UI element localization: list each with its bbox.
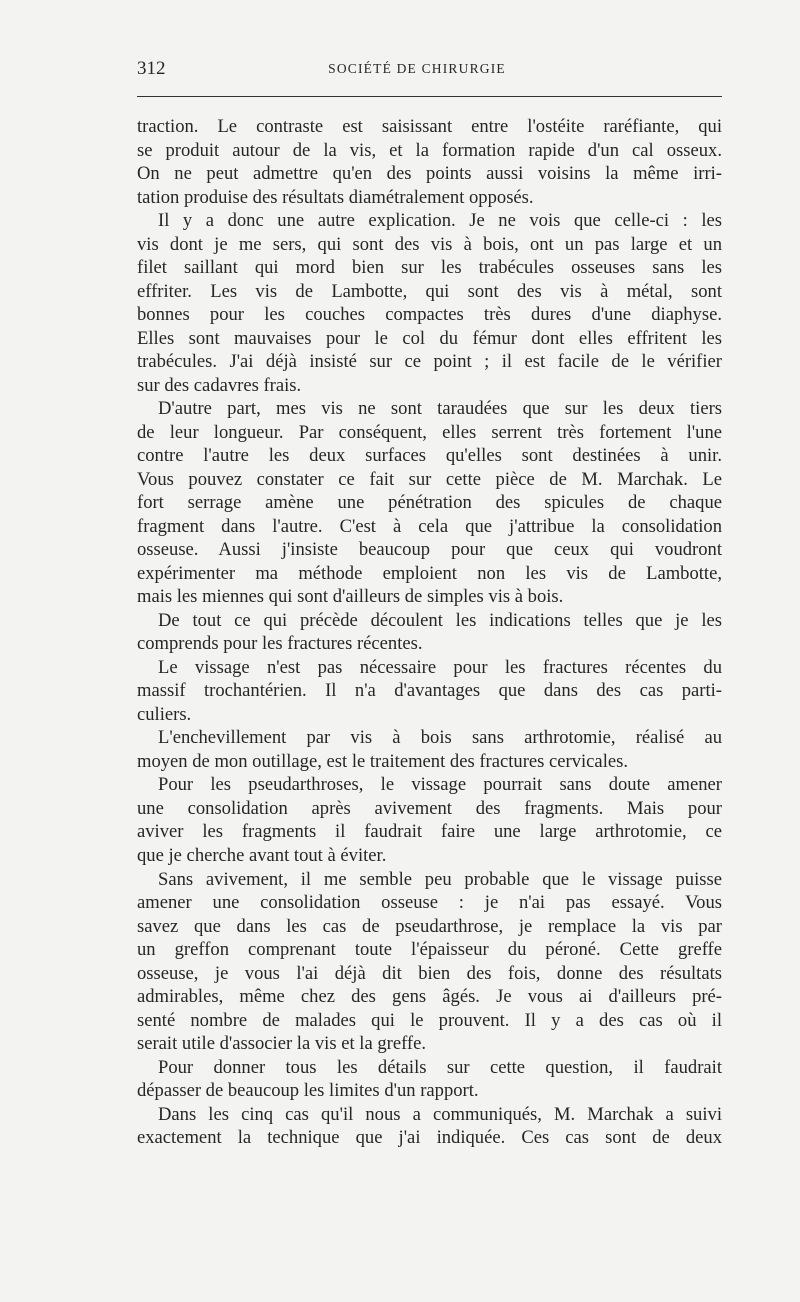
text-line: contre l'autre les deux surfaces qu'elles sont destinées à unir. bbox=[137, 445, 722, 467]
paragraph bbox=[137, 397, 722, 609]
text-line: L'enchevillement par vis à bois sans arthrotomie, réalisé au bbox=[158, 727, 722, 749]
text-line: effriter. Les vis de Lambotte, qui sont des vis à métal, sont bbox=[137, 280, 722, 302]
text-line: traction. Le contraste est saisissant entre l'ostéite raréfiante, qui bbox=[137, 116, 722, 137]
text-line: tation produise des résultats diamétralement opposés. bbox=[137, 186, 534, 208]
text-line: exactement la technique que j'ai indiquée. Ces cas sont de deux bbox=[137, 1127, 722, 1149]
text-line: massif trochantérien. Il n'a d'avantages que dans des cas parti- bbox=[137, 680, 722, 702]
paragraph bbox=[137, 773, 722, 867]
text-line: Dans les cinq cas qu'il nous a communiqués, M. Marchak a suivi bbox=[158, 1103, 722, 1125]
text-line: osseuse. Aussi j'insiste beaucoup pour que ceux qui voudront bbox=[137, 539, 722, 561]
text-line: osseuse, je vous l'ai déjà dit bien des fois, donne des résultats bbox=[137, 962, 722, 984]
text-line: se produit autour de la vis, et la formation rapide d'un cal osseux. bbox=[137, 139, 722, 161]
paragraph bbox=[137, 656, 722, 727]
text-line: aviver les fragments il faudrait faire une large arthrotomie, ce bbox=[137, 821, 722, 843]
text-line: culiers. bbox=[137, 703, 192, 725]
header-rule bbox=[137, 96, 722, 97]
text-line: sur des cadavres frais. bbox=[137, 374, 302, 396]
paragraph bbox=[137, 726, 722, 773]
text-line: de leur longueur. Par conséquent, elles serrent très fortement l'une bbox=[137, 421, 722, 443]
paragraph bbox=[137, 1103, 722, 1150]
text-line: Vous pouvez constater ce fait sur cette pièce de M. Marchak. Le bbox=[137, 468, 722, 490]
page-number: 312 bbox=[137, 58, 166, 79]
paragraph bbox=[137, 868, 722, 1056]
running-title: SOCIÉTÉ DE CHIRURGIE bbox=[328, 61, 506, 76]
text-line: moyen de mon outillage, est le traitement des fractures cervicales. bbox=[137, 750, 628, 772]
text-line: expérimenter ma méthode emploient non les vis de Lambotte, bbox=[137, 562, 722, 584]
text-line: Pour donner tous les détails sur cette question, il faudrait bbox=[158, 1056, 722, 1078]
text-line: senté nombre de malades qui le prouvent. Il y a des cas où il bbox=[137, 1009, 722, 1031]
page-header bbox=[137, 58, 722, 82]
text-line: un greffon comprenant toute l'épaisseur du péroné. Cette greffe bbox=[137, 939, 722, 961]
text-line: amener une consolidation osseuse : je n'ai pas essayé. Vous bbox=[137, 892, 722, 914]
text-line: bonnes pour les couches compactes très dures d'une diaphyse. bbox=[137, 304, 722, 326]
text-line: admirables, même chez des gens âgés. Je vous ai d'ailleurs pré- bbox=[137, 986, 722, 1008]
text-line: une consolidation après avivement des fragments. Mais pour bbox=[137, 797, 722, 819]
text-line: Pour les pseudarthroses, le vissage pourrait sans doute amener bbox=[158, 774, 722, 796]
text-line: Le vissage n'est pas nécessaire pour les fractures récentes du bbox=[158, 656, 722, 678]
text-line: D'autre part, mes vis ne sont taraudées que sur les deux tiers bbox=[158, 398, 722, 420]
paragraph bbox=[137, 1056, 722, 1103]
paragraph bbox=[137, 609, 722, 656]
text-line: Il y a donc une autre explication. Je ne vois que celle-ci : les bbox=[158, 210, 722, 232]
text-line: trabécules. J'ai déjà insisté sur ce point ; il est facile de le vérifier bbox=[137, 351, 722, 373]
text-line: fort serrage amène une pénétration des spicules de chaque bbox=[137, 492, 722, 514]
text-line: savez que dans les cas de pseudarthrose, je remplace la vis par bbox=[137, 915, 722, 937]
text-line: dépasser de beaucoup les limites d'un rapport. bbox=[137, 1080, 479, 1102]
paragraph bbox=[137, 115, 722, 209]
text-line: fragment dans l'autre. C'est à cela que j'attribue la consolidation bbox=[137, 515, 722, 537]
text-line: Sans avivement, il me semble peu probable que le vissage puisse bbox=[158, 868, 722, 890]
text-line: comprends pour les fractures récentes. bbox=[137, 633, 423, 655]
text-line: mais les miennes qui sont d'ailleurs de simples vis à bois. bbox=[137, 586, 564, 608]
paragraph bbox=[137, 209, 722, 397]
text-line: De tout ce qui précède découlent les indications telles que je les bbox=[158, 609, 722, 631]
text-line: que je cherche avant tout à éviter. bbox=[137, 844, 387, 866]
text-line: vis dont je me sers, qui sont des vis à bois, ont un pas large et un bbox=[137, 233, 722, 255]
body-text bbox=[137, 115, 722, 1150]
text-line: On ne peut admettre qu'en des points aussi voisins la même irri- bbox=[137, 163, 722, 185]
text-line: Elles sont mauvaises pour le col du fémur dont elles effritent les bbox=[137, 327, 722, 349]
text-line: serait utile d'associer la vis et la greffe. bbox=[137, 1033, 427, 1055]
text-line: filet saillant qui mord bien sur les trabécules osseuses sans les bbox=[137, 257, 722, 279]
